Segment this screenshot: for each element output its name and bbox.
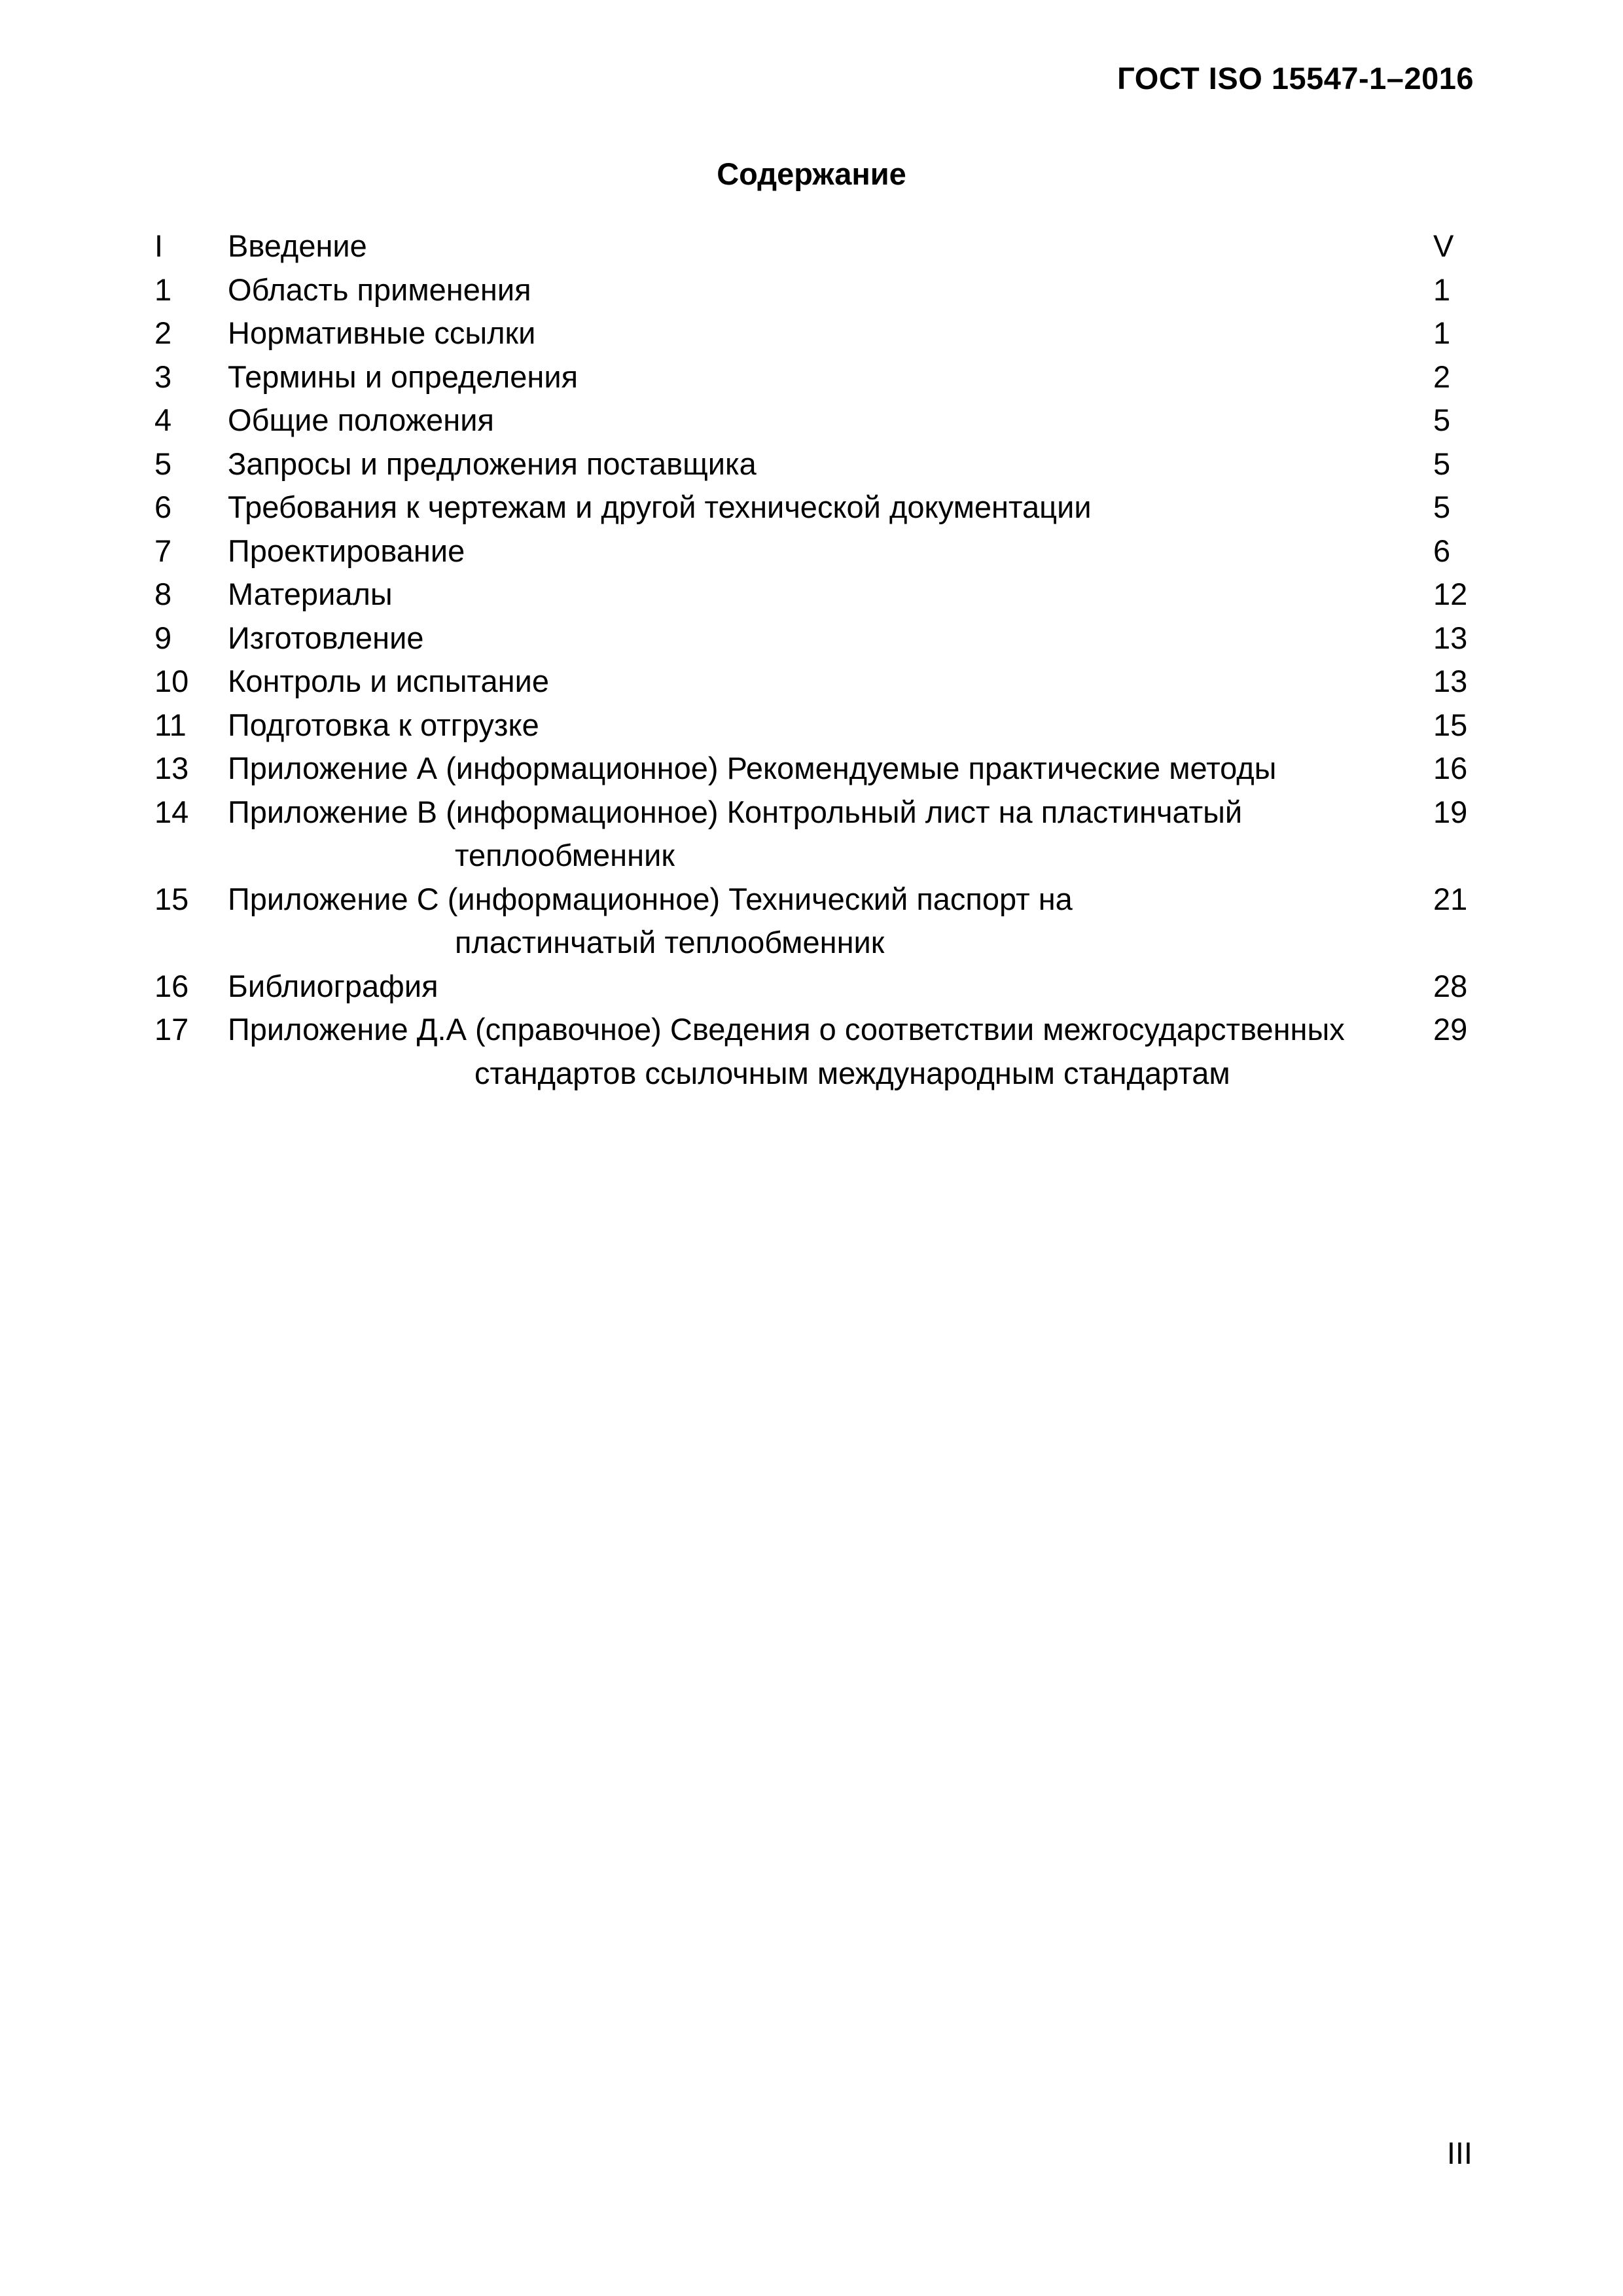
toc-entry-page: 21 [1433, 881, 1468, 916]
toc-entry-number: 6 [154, 490, 172, 524]
toc-entry [154, 704, 1492, 747]
toc-entry-title: Нормативные ссылки [228, 315, 536, 350]
toc-entry-page: V [1433, 228, 1454, 263]
toc-entry-title: Материалы [228, 577, 393, 611]
toc-entry-title: Контроль и испытание [228, 664, 549, 698]
toc-entry-title-continuation: стандартов ссылочным международным стандартам [474, 1055, 1230, 1090]
toc-entry-page: 12 [1433, 577, 1468, 611]
toc-entry-page: 13 [1433, 664, 1468, 698]
toc-entry [154, 224, 1492, 268]
toc-entry-number: 8 [154, 577, 172, 611]
toc-entry-number: 7 [154, 533, 172, 568]
toc-entry-number: 13 [154, 751, 189, 785]
toc-entry-number: 2 [154, 315, 172, 350]
toc-entry-number: 3 [154, 359, 172, 394]
toc-entry-title: Проектирование [228, 533, 465, 568]
toc-entry-page: 5 [1433, 403, 1451, 437]
toc-entry-title: Область применения [228, 272, 531, 307]
toc-entry-title: Введение [228, 228, 367, 263]
toc-entry [154, 312, 1492, 355]
page-number: III [1446, 2136, 1472, 2170]
toc-entry-title: Термины и определения [228, 359, 579, 394]
toc-entry-number: 11 [154, 707, 187, 742]
toc-entry-number: I [154, 228, 164, 263]
toc-entry [154, 399, 1492, 442]
toc-entry-page: 28 [1433, 968, 1468, 1003]
toc-entry [154, 486, 1492, 529]
toc-entry-title-continuation: теплообменник [455, 838, 675, 872]
toc-entry [154, 268, 1492, 312]
toc-entry-number: 15 [154, 881, 189, 916]
toc-entry-page: 5 [1433, 446, 1451, 481]
toc-entry [154, 747, 1492, 791]
toc-entry-title: Запросы и предложения поставщика [228, 446, 757, 481]
toc-entry-title: Библиография [228, 968, 438, 1003]
toc-entry-page: 2 [1433, 359, 1451, 394]
toc-entry [154, 442, 1492, 486]
toc-entry-title: Приложение Д.А (справочное) Сведения о соответствии межгосударственных [228, 1012, 1345, 1047]
toc-entry-number: 9 [154, 620, 172, 655]
toc-entry-title: Приложение С (информационное) Технический паспорт на [228, 881, 1073, 916]
toc-entry-number: 10 [154, 664, 189, 698]
toc-entry-title: Общие положения [228, 403, 494, 437]
document-code: ГОСТ ISO 15547-1–2016 [1117, 61, 1474, 96]
toc-entry [154, 1008, 1492, 1095]
toc-entry [154, 660, 1492, 704]
toc-entry-title: Подготовка к отгрузке [228, 707, 539, 742]
toc-entry-page: 15 [1433, 707, 1468, 742]
toc-entry-page: 1 [1433, 272, 1451, 307]
toc-entry-page: 29 [1433, 1012, 1468, 1047]
toc-entry-number: 14 [154, 794, 189, 829]
toc-entry-title-continuation: пластинчатый теплообменник [455, 925, 885, 960]
toc-entry-number: 16 [154, 968, 189, 1003]
toc-title: Содержание [717, 156, 906, 191]
toc-entry [154, 529, 1492, 573]
toc-entry-page: 16 [1433, 751, 1468, 785]
toc-entry-page: 13 [1433, 620, 1468, 655]
toc-entry-number: 4 [154, 403, 172, 437]
table-of-contents [154, 224, 1492, 1095]
toc-entry-number: 17 [154, 1012, 189, 1047]
toc-entry [154, 965, 1492, 1009]
toc-entry-page: 1 [1433, 315, 1451, 350]
toc-entry-title: Требования к чертежам и другой технической документации [228, 490, 1092, 524]
toc-entry-title: Приложение А (информационное) Рекомендуемые практические методы [228, 751, 1277, 785]
toc-entry [154, 878, 1492, 965]
toc-entry [154, 355, 1492, 399]
toc-entry-number: 1 [154, 272, 172, 307]
toc-entry-title: Приложение В (информационное) Контрольный лист на пластинчатый [228, 794, 1243, 829]
toc-entry-page: 6 [1433, 533, 1451, 568]
toc-entry [154, 617, 1492, 660]
toc-entry [154, 791, 1492, 878]
toc-entry [154, 573, 1492, 617]
toc-entry-page: 5 [1433, 490, 1451, 524]
toc-entry-page: 19 [1433, 794, 1468, 829]
toc-entry-title: Изготовление [228, 620, 424, 655]
toc-entry-number: 5 [154, 446, 172, 481]
